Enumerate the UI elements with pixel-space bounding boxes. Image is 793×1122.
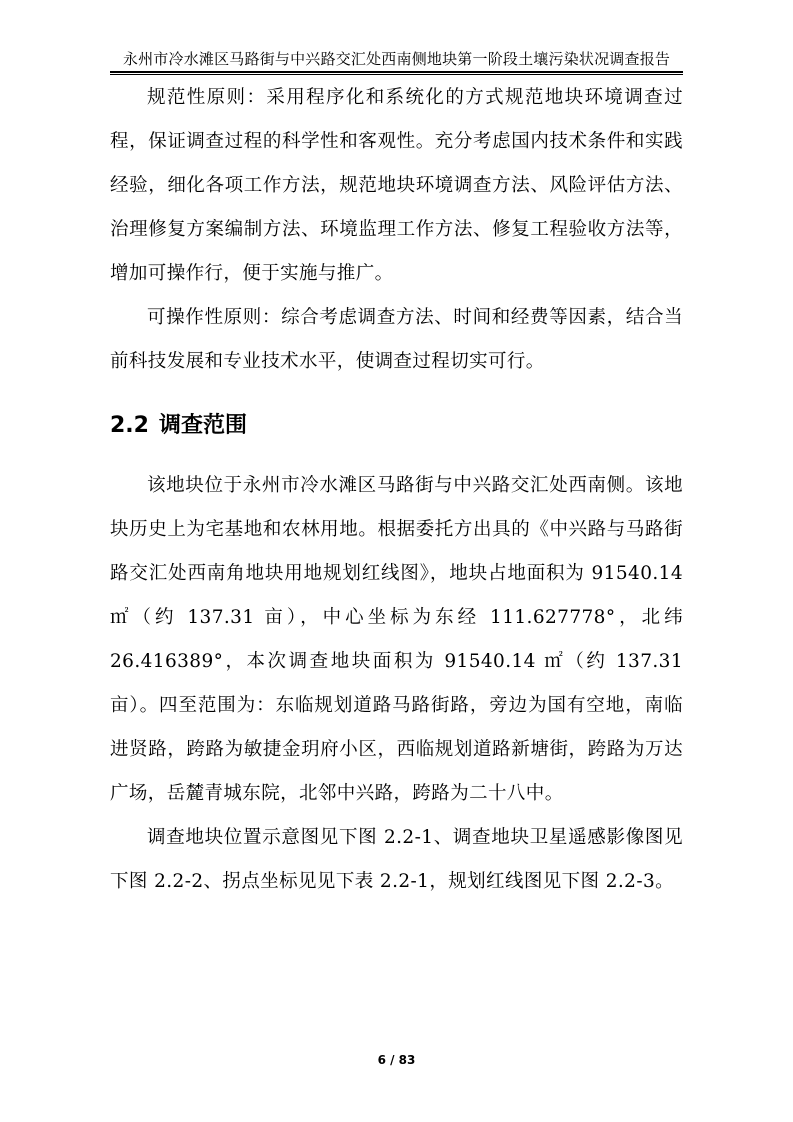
section-title: 调查范围 bbox=[158, 413, 247, 438]
page-number: 6 / 83 bbox=[377, 1053, 416, 1067]
header-rule-thin bbox=[110, 74, 683, 75]
paragraph-operability-principle: 可操作性原则：综合考虑调查方法、时间和经费等因素，结合当前科技发展和专业技术水平，使调查过程切实可行。 bbox=[110, 307, 683, 372]
header-rule bbox=[110, 71, 683, 73]
paragraph-site-description: 该地块位于永州市冷水滩区马路街与中兴路交汇处西南侧。该地块历史上为宅基地和农林用地。根据委托方出具的《中兴路与马路街路交汇处西南角地块用地规划红线图》，地块占地面积为 91540.14 ㎡（约 137.31 亩），中心坐标为东经 111.627778°，北纬 26.416389°，本次调查地块面积为 91540.14 ㎡（约 137.31 亩）。四至范围为：东临规划道路马路街路，旁边为国有空地，南临进贤路，跨路为敏捷金玥府小区，西临规划道路新塘街，跨路为万达广场，岳麓青城东院，北邻中兴路，跨路为二十八中。 bbox=[110, 475, 683, 804]
page-body bbox=[110, 76, 683, 904]
section-number: 2.2 bbox=[110, 413, 149, 438]
section-heading bbox=[110, 406, 683, 446]
paragraph-normative-principle: 规范性原则：采用程序化和系统化的方式规范地块环境调查过程，保证调查过程的科学性和客观性。充分考虑国内技术条件和实践经验，细化各项工作方法，规范地块环境调查方法、风险评估方法、治理修复方案编制方法、环境监理工作方法、修复工程验收方法等，增加可操作行，便于实施与推广。 bbox=[110, 87, 683, 284]
page-header: 永州市冷水滩区马路街与中兴路交汇处西南侧地块第一阶段土壤污染状况调查报告 bbox=[122, 50, 671, 68]
paragraph-figure-references: 调查地块位置示意图见下图 2.2-1、调查地块卫星遥感影像图见下图 2.2-2、拐点坐标见见下表 2.2-1，规划红线图见下图 2.2-3。 bbox=[110, 827, 683, 892]
